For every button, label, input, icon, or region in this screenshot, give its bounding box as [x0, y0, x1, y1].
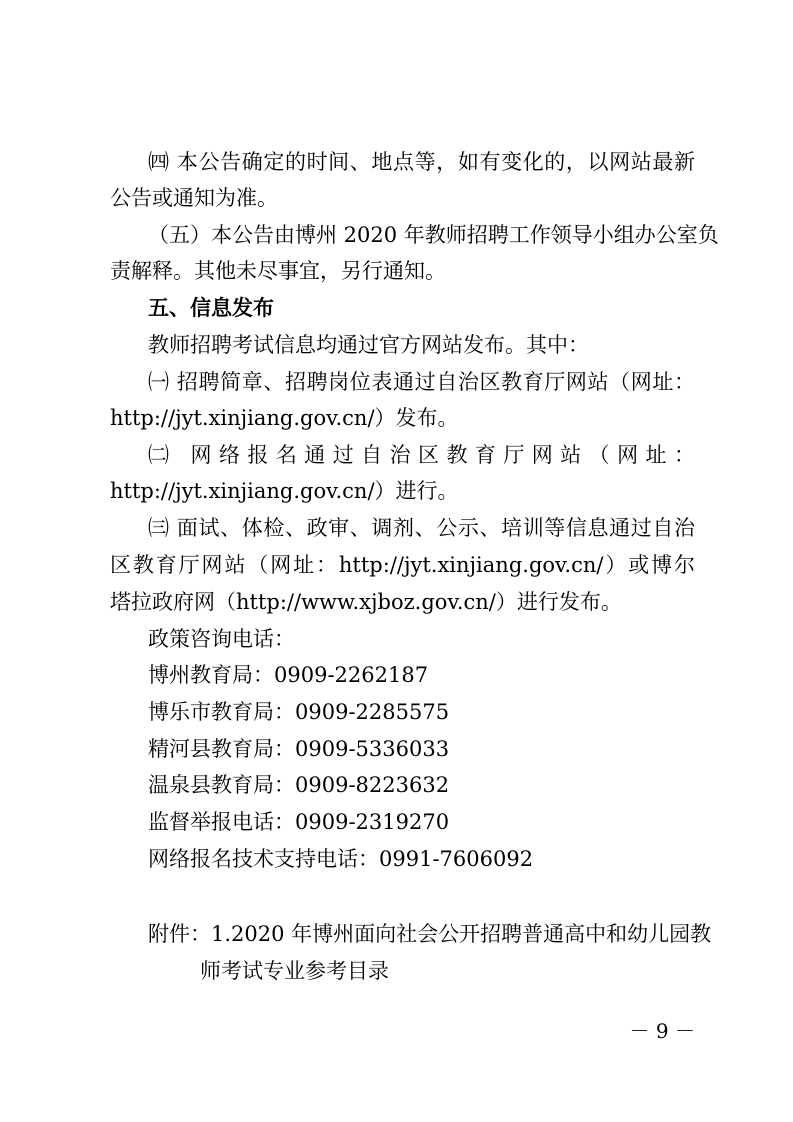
item5-line1: （五）本公告由博州 2020 年教师招聘工作领导小组办公室负 [148, 223, 719, 247]
section-heading: 五、信息发布 [148, 296, 274, 320]
info-item3-line2: 区教育厅网站（网址：http://jyt.xinjiang.gov.cn/）或博尔 [110, 553, 695, 577]
phone-line: 温泉县教育局：0909-8223632 [148, 773, 450, 797]
phone-line: 精河县教育局：0909-5336033 [148, 737, 450, 761]
info-item2-line1: ㈡ 网络报名通过自治区教育厅网站（网址： [148, 443, 695, 467]
attachment-line2: 师考试专业参考目录 [200, 959, 389, 983]
page-number: － 9 － [629, 1019, 695, 1043]
info-item1-line2: http://jyt.xinjiang.gov.cn/）发布。 [110, 406, 459, 430]
section-intro: 教师招聘考试信息均通过官方网站发布。其中： [148, 333, 589, 357]
info-item3-line1: ㈢ 面试、体检、政审、调剂、公示、培训等信息通过自治 [148, 516, 695, 540]
phone-line: 博州教育局：0909-2262187 [148, 663, 429, 687]
item5-line2: 责解释。其他未尽事宜，另行通知。 [110, 259, 446, 283]
phone-line: 监督举报电话：0909-2319270 [148, 810, 450, 834]
phones-title: 政策咨询电话： [148, 627, 295, 651]
attachment-line1: 附件：1.2020 年博州面向社会公开招聘普通高中和幼儿园教 [148, 922, 712, 946]
info-item2-line2: http://jyt.xinjiang.gov.cn/）进行。 [110, 479, 459, 503]
info-item1-line1: ㈠ 招聘简章、招聘岗位表通过自治区教育厅网站（网址： [148, 370, 695, 394]
item4-line1: ㈣ 本公告确定的时间、地点等，如有变化的，以网站最新 [148, 150, 695, 174]
info-item3-line3: 塔拉政府网（http://www.xjboz.gov.cn/）进行发布。 [110, 590, 622, 614]
phone-line: 网络报名技术支持电话：0991-7606092 [148, 847, 534, 871]
phone-line: 博乐市教育局：0909-2285575 [148, 700, 450, 724]
item4-line2: 公告或通知为准。 [110, 186, 278, 210]
